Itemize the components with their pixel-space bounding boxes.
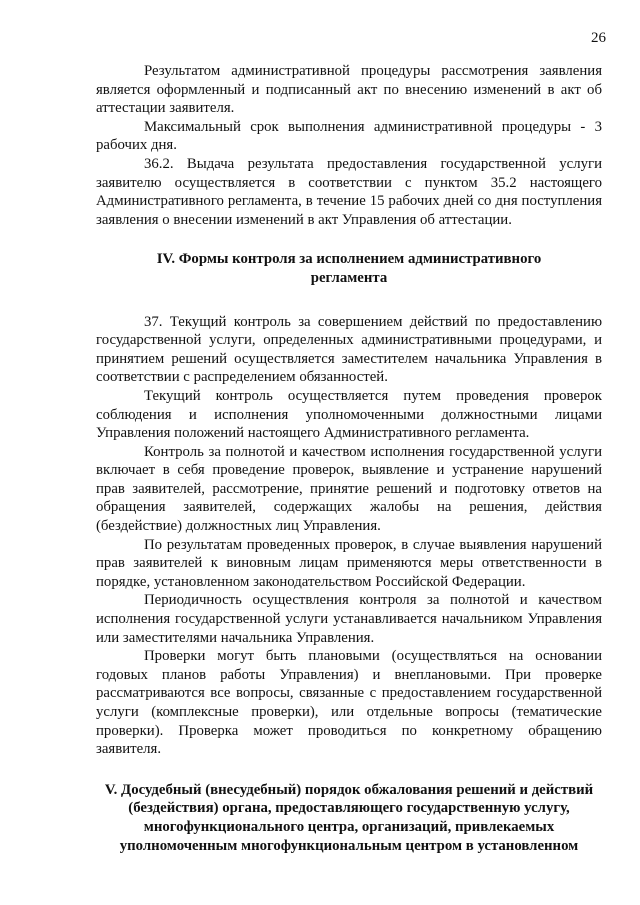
paragraph: 37. Текущий контроль за совершением действий по предоставлению государственной услуги, определенных административными процедурами, и принятием решений осуществляется заместителем начальника Управления в соответствии с распределением обязанностей. (96, 313, 602, 386)
paragraph: Контроль за полнотой и качеством исполнения государственной услуги включает в себя проведение проверок, выявление и устранение нарушений прав заявителей, рассмотрение, принятие решений и подготовку ответов на обращения заявителей, содержащих жалобы на решения, действия (бездействие) должностных лиц Управления. (96, 443, 602, 535)
section-iv-heading: IV. Формы контроля за исполнением административного регламента (156, 251, 542, 286)
paragraph: Периодичность осуществления контроля за полнотой и качеством исполнения государственной услуги устанавливается начальником Управления или заместителями начальника Управления. (96, 592, 602, 646)
paragraph: Максимальный срок выполнения административной процедуры - 3 рабочих дня. (96, 118, 602, 154)
page-number: 26 (591, 30, 606, 46)
paragraph: По результатам проведенных проверок, в случае выявления нарушений прав заявителей к виновным лицам применяются меры ответственности в порядке, установленном законодательством Российской Федерации. (96, 536, 602, 590)
paragraph: Проверки могут быть плановыми (осуществляться на основании годовых планов работы Управления) и внеплановыми. При проверке рассматриваются все вопросы, связанные с предоставлением государственной услуги (комплексные проверки), или отдельные вопросы (тематические проверки). Проверка может проводиться по конкретному обращению заявителя. (96, 648, 602, 758)
section-v-heading: V. Досудебный (внесудебный) порядок обжалования решений и действий (бездействия) органа, предоставляющего государственную услугу, многофункционального центра, организаций, привлекаемых уполномоченным многофункциональным центром в установленном (104, 781, 594, 854)
paragraph: Текущий контроль осуществляется путем проведения проверок соблюдения и исполнения уполномоченными должностными лицами Управления положений настоящего Административного регламента. (96, 387, 602, 442)
paragraph: Результатом административной процедуры рассмотрения заявления является оформленный и подписанный акт по внесению изменений в акт об аттестации заявителя. (96, 63, 602, 117)
document-body (96, 62, 602, 855)
paragraph: 36.2. Выдача результата предоставления государственной услуги заявителю осуществляется в соответствии с пунктом 35.2 настоящего Административного регламента, в течение 15 рабочих дней со дня поступления заявления о внесении изменений в акт Управления об аттестации. (96, 155, 602, 228)
